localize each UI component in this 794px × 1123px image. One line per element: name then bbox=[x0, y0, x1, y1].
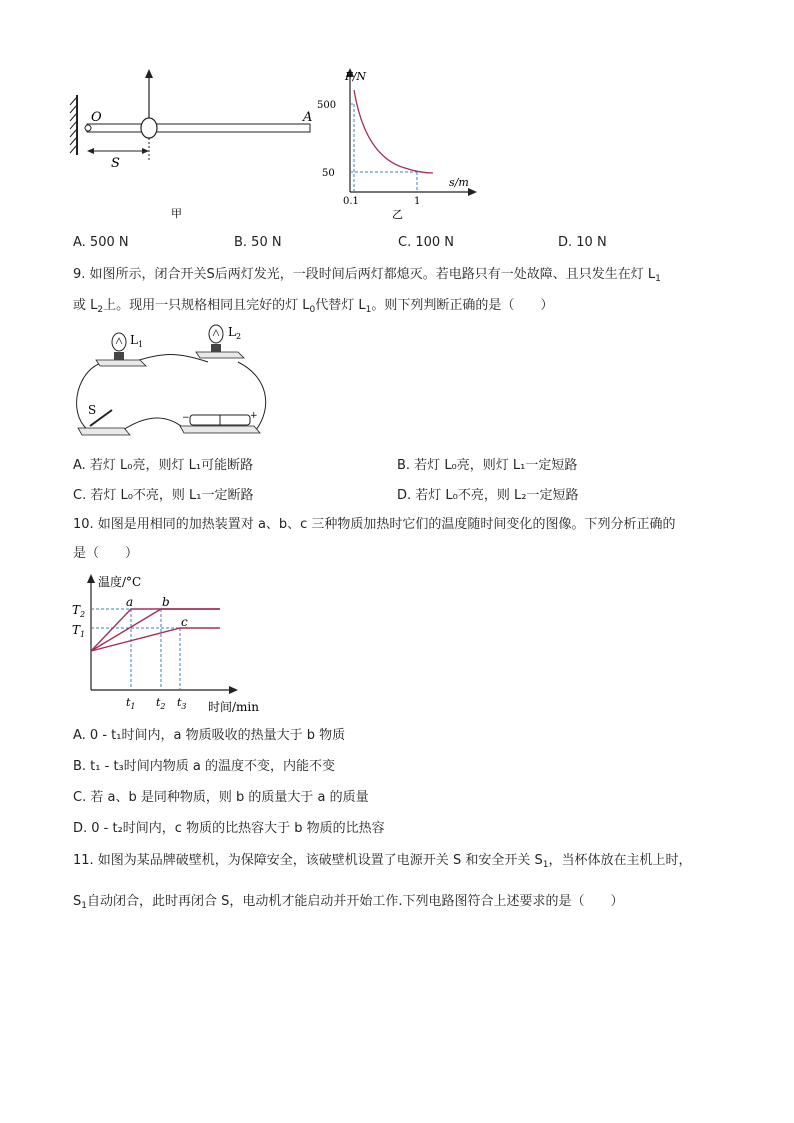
q9-option-a[interactable]: A. 若灯 L₀亮，则灯 L₁可能断路 bbox=[73, 458, 254, 473]
label-S-switch: S bbox=[88, 403, 97, 417]
ytick-T1: $T_1$ bbox=[72, 623, 86, 639]
caption-jia: 甲 bbox=[171, 207, 182, 220]
label-O: O bbox=[91, 110, 102, 125]
xtick-t3: $t_3$ bbox=[177, 696, 187, 711]
graph-y-axis-label: F/N bbox=[345, 70, 366, 83]
q10-option-b[interactable]: B. t₁ - t₃时间内物质 a 的温度不变，内能不变 bbox=[73, 759, 335, 774]
q8-option-c[interactable]: C. 100 N bbox=[398, 235, 455, 250]
inverse-curve bbox=[354, 90, 433, 173]
caption-yi: 乙 bbox=[392, 208, 403, 221]
series-label-b: b bbox=[162, 595, 170, 609]
battery-minus: − bbox=[182, 413, 190, 423]
force-distance-graph bbox=[315, 62, 480, 222]
label-S: S bbox=[111, 156, 120, 171]
series-label-c: c bbox=[181, 615, 188, 629]
battery-plus: + bbox=[250, 411, 258, 421]
ytick-T2: $T_2$ bbox=[72, 603, 86, 619]
series-a bbox=[91, 609, 220, 651]
q10-option-a[interactable]: A. 0 - t₁时间内，a 物质吸收的热量大于 b 物质 bbox=[73, 728, 346, 743]
graph-ytick-50: 50 bbox=[322, 168, 335, 179]
series-label-a: a bbox=[126, 595, 134, 609]
q9-option-d[interactable]: D. 若灯 L₀不亮，则 L₂一定短路 bbox=[397, 488, 579, 503]
graph-xtick-0.1: 0.1 bbox=[343, 196, 359, 207]
graph-x-axis-label: s/m bbox=[449, 176, 469, 189]
chart-xlabel: 时间/min bbox=[208, 700, 259, 714]
xtick-t1: $t_1$ bbox=[126, 696, 136, 711]
graph-xtick-1: 1 bbox=[414, 196, 421, 207]
temperature-time-chart bbox=[68, 568, 278, 716]
label-A: A bbox=[303, 110, 313, 125]
label-L1: $L_1$ bbox=[130, 333, 144, 349]
q11-stem-line1: 11. 如图为某品牌破壁机，为保障安全，该破壁机设置了电源开关 S 和安全开关 $S_1$，当杯体放在主机上时， bbox=[73, 853, 692, 870]
q8-option-d[interactable]: D. 10 N bbox=[558, 235, 607, 250]
q9-stem-line1: 9. 如图所示，闭合开关S后两灯发光，一段时间后两灯都熄灭。若电路只有一处故障、且只发生在灯 $L_1$ bbox=[73, 267, 661, 284]
q9-circuit-diagram bbox=[68, 322, 273, 447]
label-L2: $L_2$ bbox=[228, 325, 242, 341]
chart-ylabel: 温度/°C bbox=[98, 575, 142, 589]
q10-stem-line2: 是（ ） bbox=[73, 546, 139, 561]
q10-option-c[interactable]: C. 若 a、b 是同种物质，则 b 的质量大于 a 的质量 bbox=[73, 790, 369, 805]
q10-stem-line1: 10. 如图是用相同的加热装置对 a、b、c 三种物质加热时它们的温度随时间变化的图像。下列分析正确的 bbox=[73, 517, 676, 532]
graph-ytick-500: 500 bbox=[317, 100, 337, 111]
q11-stem-line2: $S_1$自动闭合，此时再闭合 S，电动机才能启动并开始工作.下列电路图符合上述要求的是（ ） bbox=[73, 894, 624, 911]
q8-option-a[interactable]: A. 500 N bbox=[73, 235, 129, 250]
q8-option-b[interactable]: B. 50 N bbox=[234, 235, 282, 250]
q9-stem-line2: 或 $L_2$上。现用一只规格相同且完好的灯 $L_0$代替灯 $L_1$。则下列判断正确的是（ ） bbox=[73, 298, 554, 315]
xtick-t2: $t_2$ bbox=[156, 696, 166, 711]
q10-option-d[interactable]: D. 0 - t₂时间内，c 物质的比热容大于 b 物质的比热容 bbox=[73, 821, 385, 836]
q9-option-b[interactable]: B. 若灯 L₀亮，则灯 L₁一定短路 bbox=[397, 458, 578, 473]
lever-diagram bbox=[65, 65, 325, 225]
q9-option-c[interactable]: C. 若灯 L₀不亮，则 L₁一定断路 bbox=[73, 488, 254, 503]
